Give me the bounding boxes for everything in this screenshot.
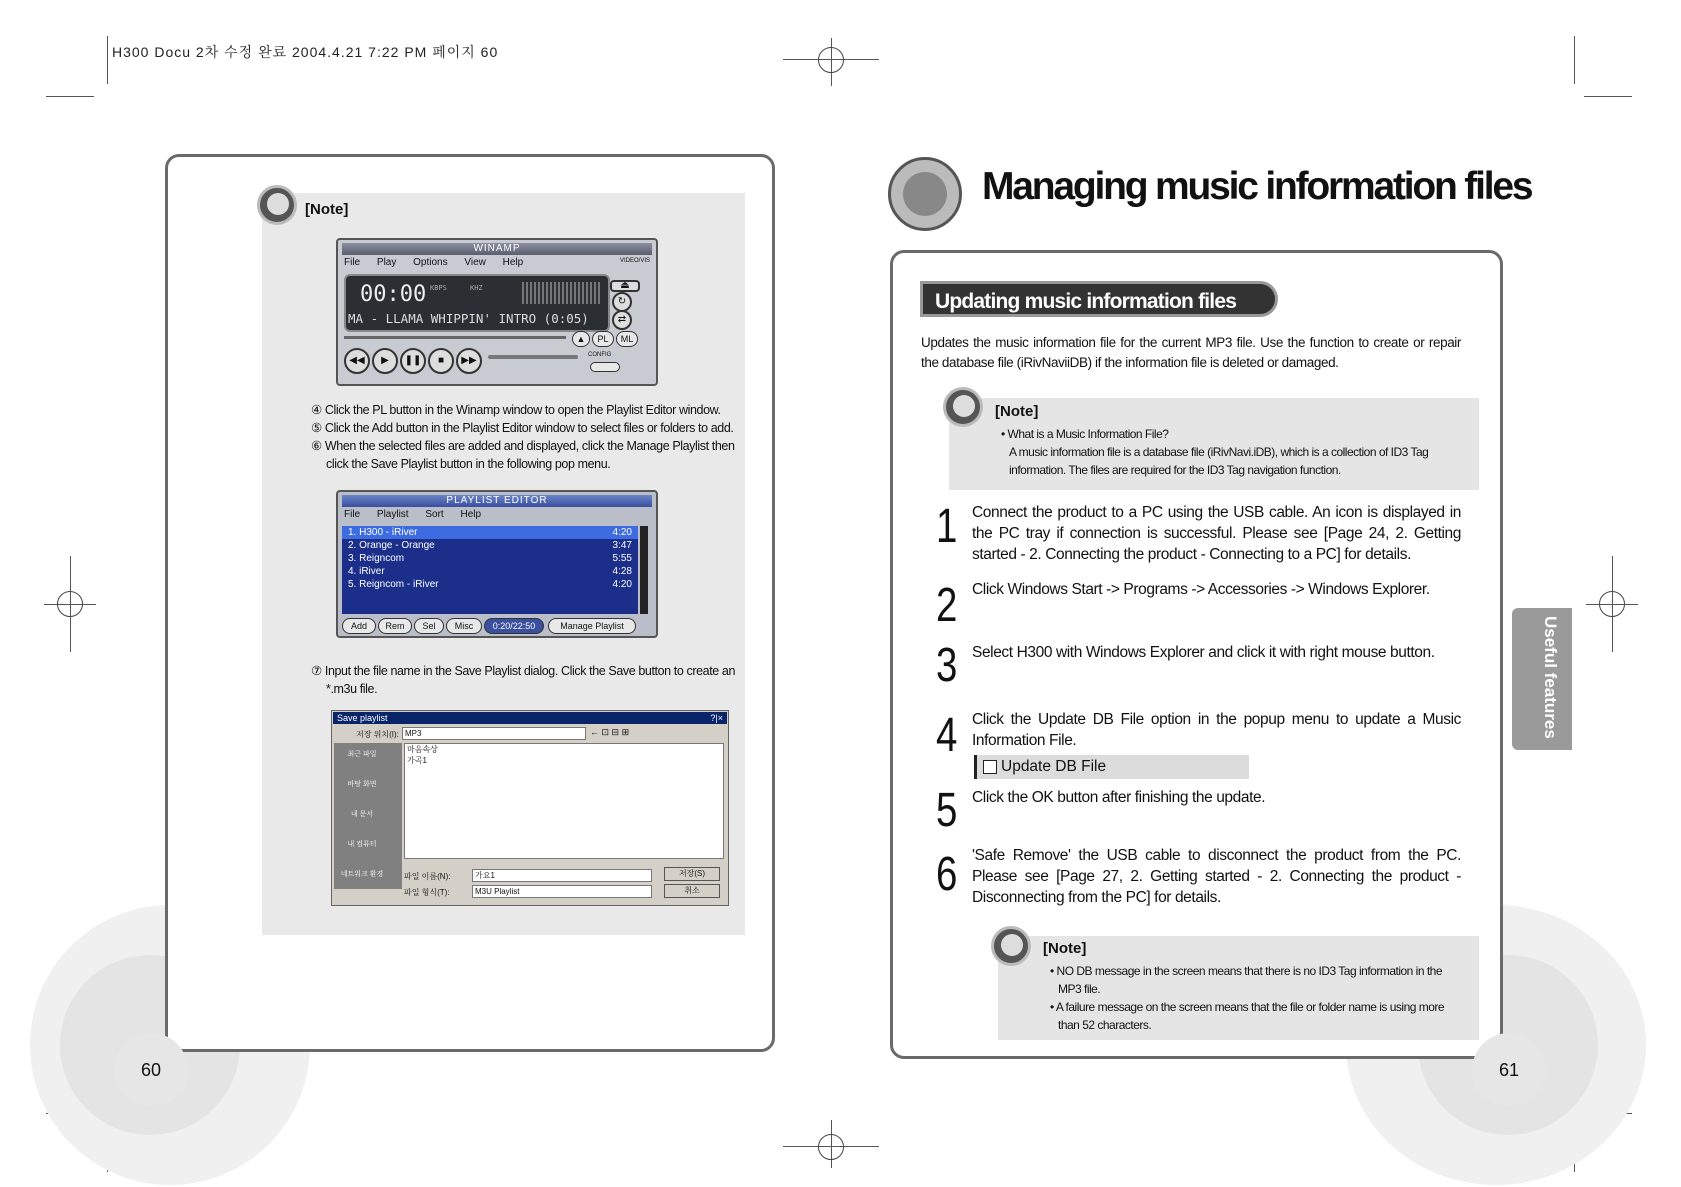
instructions-b	[311, 662, 741, 698]
menu-help[interactable]: Help	[460, 509, 482, 520]
step-5: ⑤ Click the Add button in the Playlist Editor window to select files or folders to add.	[311, 421, 734, 435]
volume-slider[interactable]	[488, 355, 578, 359]
note2-line2: MP3 file.	[1058, 982, 1101, 996]
add-button[interactable]: Add	[342, 618, 376, 634]
note2-line3: • A failure message on the screen means that the file or folder name is using more	[1050, 1000, 1445, 1014]
instructions-a	[311, 401, 741, 473]
crop-mark	[1584, 96, 1632, 97]
location-select[interactable]: MP3	[402, 727, 586, 740]
network-item[interactable]: 네트워크 환경	[340, 871, 384, 878]
misc-button[interactable]: Misc	[446, 618, 482, 634]
crop-mark	[107, 36, 108, 84]
stop-icon[interactable]: ■	[428, 348, 454, 374]
playlist-list	[342, 526, 638, 614]
print-header: H300 Docu 2차 수정 완료 2004.4.21 7:22 PM 페이지 60	[112, 44, 499, 60]
page-number-right: 61	[1472, 1033, 1546, 1107]
track-marquee: MA - LLAMA WHIPPIN' INTRO (0:05)	[348, 311, 589, 326]
step-number: 5	[936, 784, 958, 837]
location-label: 저장 위치(I):	[356, 730, 399, 739]
note-label: [Note]	[305, 201, 349, 218]
my-computer-item[interactable]: 내 컴퓨터	[347, 841, 377, 848]
eq-button[interactable]: ▲	[572, 331, 590, 347]
filename-input[interactable]: 가요1	[472, 869, 652, 882]
side-tab-useful-features: Useful features	[1512, 608, 1572, 750]
registration-mark	[818, 47, 844, 73]
winamp-title: WINAMP	[342, 243, 652, 255]
crop-mark	[46, 96, 94, 97]
recent-files-item[interactable]: 최근 파일	[347, 751, 377, 758]
cancel-button[interactable]: 취소	[664, 884, 720, 898]
step-text: Click Windows Start -> Programs -> Accessories -> Windows Explorer.	[972, 581, 1430, 598]
pause-icon[interactable]: ❚❚	[400, 348, 426, 374]
update-db-menu-item[interactable]: Update DB File	[974, 755, 1249, 779]
remove-button[interactable]: Rem	[378, 618, 412, 634]
seek-bar[interactable]	[344, 336, 566, 339]
file-browser-pane	[404, 743, 724, 859]
dialog-title: Save playlist ?|×	[333, 712, 727, 724]
spectrum-visualizer	[522, 282, 600, 304]
eject-icon[interactable]: ⏏	[610, 280, 640, 292]
folder-nav-icons[interactable]: ← ⊡ ⊟ ⊞	[590, 727, 630, 737]
config-label: CONFIG	[588, 352, 612, 358]
section-logo-icon	[888, 157, 962, 231]
my-documents-item[interactable]: 내 문서	[350, 811, 374, 818]
note-label: [Note]	[995, 403, 1039, 420]
places-bar	[334, 743, 402, 889]
shuffle-icon[interactable]: ⇄	[612, 310, 632, 330]
filetype-select[interactable]: M3U Playlist	[472, 885, 652, 898]
save-button[interactable]: 저장(S)	[664, 867, 720, 881]
filetype-label: 파일 형식(T):	[404, 888, 450, 897]
menu-options[interactable]: Options	[413, 257, 448, 268]
page-title: Managing music information files	[982, 165, 1532, 208]
note-icon	[943, 387, 983, 427]
winamp-window	[336, 238, 658, 386]
step-text: Click the Update DB File option in the popup menu to update a Music Information File.	[972, 711, 1461, 749]
step-text: Connect the product to a PC using the USB cable. An icon is displayed in the PC tray if connection is successful. Please see [Page 24, 2. Getting started - 2. Connecting the product - Connecting to a PC] for details.	[972, 504, 1461, 563]
next-icon[interactable]: ▶▶	[456, 348, 482, 374]
menu-file[interactable]: File	[344, 257, 361, 268]
filename-label: 파일 이름(N):	[404, 872, 451, 881]
crop-mark	[1574, 36, 1575, 84]
menu-playlist[interactable]: Playlist	[376, 509, 409, 520]
playlist-row[interactable]: 2. Orange - Orange 3:47	[348, 540, 632, 551]
menu-play[interactable]: Play	[376, 257, 397, 268]
playlist-row[interactable]: 5. Reigncom - iRiver 4:20	[348, 579, 632, 590]
step-text: 'Safe Remove' the USB cable to disconnect the product from the PC. Please see [Page 27, 2. Getting started - 2. Connecting the product - Disconnecting from the PC] for details.	[972, 847, 1461, 906]
play-icon[interactable]: ▶	[372, 348, 398, 374]
playlist-menu	[344, 509, 495, 520]
step-6: ⑥ When the selected files are added and displayed, click the Manage Playlist then	[311, 439, 735, 453]
note-label: [Note]	[1043, 940, 1087, 957]
step-7: ⑦ Input the file name in the Save Playlist dialog. Click the Save button to create an	[311, 664, 735, 678]
dialog-help-close[interactable]: ?|×	[710, 713, 723, 723]
update-db-icon	[983, 760, 997, 774]
step-7-cont: *.m3u file.	[326, 682, 378, 696]
step-number: 2	[936, 579, 958, 632]
note-icon	[257, 185, 297, 225]
note-icon	[991, 926, 1031, 966]
khz-label: KHZ	[470, 284, 483, 292]
manage-playlist-button[interactable]: Manage Playlist	[548, 618, 636, 634]
previous-icon[interactable]: ◀◀	[344, 348, 370, 374]
registration-mark	[1599, 591, 1625, 617]
note2-line4: than 52 characters.	[1058, 1018, 1152, 1032]
playlist-row[interactable]: 3. Reigncom 5:55	[348, 553, 632, 564]
menu-view[interactable]: View	[464, 257, 486, 268]
folder-item[interactable]: 마음속상	[407, 745, 438, 754]
folder-item[interactable]: 가곡1	[407, 756, 427, 765]
step-number: 1	[936, 500, 958, 553]
playlist-row[interactable]: 4. iRiver 4:28	[348, 566, 632, 577]
step-number: 6	[936, 848, 958, 901]
desktop-item[interactable]: 바탕 화면	[347, 781, 377, 788]
menu-help[interactable]: Help	[502, 257, 524, 268]
video-vis-label: VIDEO/VIS	[619, 258, 650, 264]
save-playlist-dialog	[331, 710, 729, 906]
registration-mark	[57, 591, 83, 617]
playlist-title: PLAYLIST EDITOR	[342, 495, 652, 507]
intro-text: Updates the music information file for the current MP3 file. Use the function to create or repair the database file (iRivNaviiDB) if the information file is deleted or damaged.	[921, 335, 1461, 370]
page-number-left: 60	[114, 1033, 188, 1107]
playlist-row[interactable]: 1. H300 - iRiver 4:20	[342, 526, 638, 539]
step-number: 4	[936, 709, 958, 762]
kbps-label: KBPS	[430, 284, 447, 292]
step-4: ④ Click the PL button in the Winamp window to open the Playlist Editor window.	[311, 403, 721, 417]
ml-button[interactable]: ML	[616, 331, 638, 347]
playlist-scrollbar[interactable]	[640, 526, 648, 614]
pl-button[interactable]: PL	[592, 331, 614, 347]
note1-line1: • What is a Music Information File?	[1001, 427, 1169, 441]
step-text: Click the OK button after finishing the update.	[972, 789, 1266, 806]
step-6-cont: click the Save Playlist button in the following pop menu.	[326, 457, 611, 471]
menu-sort[interactable]: Sort	[425, 509, 444, 520]
step-text: Select H300 with Windows Explorer and click it with right mouse button.	[972, 644, 1435, 661]
time-counter: 0:20/22:50	[484, 618, 544, 634]
note1-line2: A music information file is a database file (iRivNavi.iDB), which is a collection of ID3 Tag	[1009, 445, 1429, 459]
step-number: 3	[936, 639, 958, 692]
winamp-display	[344, 274, 610, 332]
repeat-icon[interactable]: ↻	[612, 292, 632, 312]
select-button[interactable]: Sel	[414, 618, 444, 634]
winamp-menu	[344, 257, 537, 268]
note2-line1: • NO DB message in the screen means that there is no ID3 Tag information in the	[1050, 964, 1443, 978]
note1-line3: information. The files are required for the ID3 Tag navigation function.	[1009, 463, 1341, 477]
playlist-editor-window	[336, 490, 658, 638]
registration-mark	[818, 1134, 844, 1160]
config-button[interactable]	[590, 362, 620, 372]
menu-file[interactable]: File	[344, 509, 361, 520]
time-display: 00:00	[360, 282, 427, 307]
section-heading: Updating music information files	[920, 281, 1278, 317]
